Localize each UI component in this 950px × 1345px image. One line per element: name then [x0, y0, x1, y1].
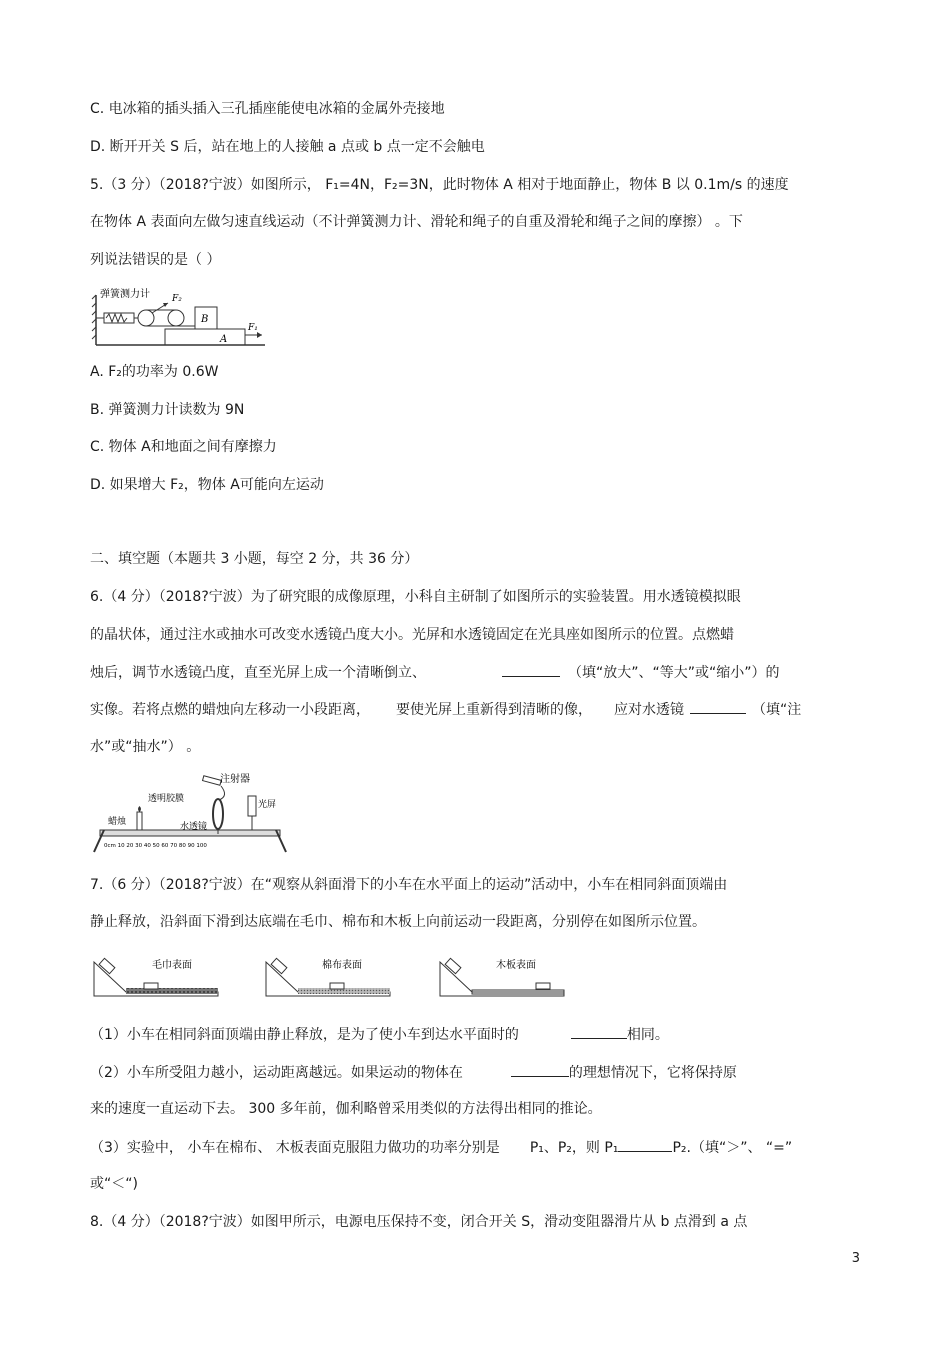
q6-line4-text-b: 要使光屏上重新得到清晰的像，	[396, 702, 592, 718]
q7-part2-continued: 来的速度一直运动下去。 300 多年前，伽利略曾采用类似的方法得出相同的推论。	[90, 1101, 602, 1117]
q6-line3	[90, 662, 780, 683]
q6-line3-text-a: 烛后，调节水透镜凸度，直至光屏上成一个清晰倒立、	[90, 665, 426, 681]
q6-line3-text-b: （填“放大”、“等大”或“缩小”）的	[568, 665, 780, 681]
q6-line1: 6.（4 分）（2018?宁波）为了研究眼的成像原理，小科自主研制了如图所示的实验装置。用水透镜模拟眼	[90, 589, 741, 605]
q5-label-f2: F₂	[172, 294, 182, 304]
q4-option-c: C. 电冰箱的插头插入三孔插座能使电冰箱的金属外壳接地	[90, 101, 445, 117]
q7-part1-text-b: 相同。	[626, 1027, 669, 1043]
q5-label-f1: F₁	[248, 323, 258, 333]
q7-part2	[90, 1062, 737, 1083]
q6-line4	[90, 699, 801, 720]
q4-option-d: D. 断开开关 S 后，站在地上的人接触 a 点或 b 点一定不会触电	[90, 139, 485, 155]
q6-answer-blank-2[interactable]	[690, 699, 746, 714]
q6-label-film: 透明胶膜	[148, 794, 185, 804]
q6-label-screen: 光屏	[258, 800, 277, 810]
q5-option-a: A. F₂的功率为 0.6W	[90, 364, 219, 380]
q8-line1: 8.（4 分）（2018?宁波）如图甲所示，电源电压保持不变，闭合开关 S，滑动变阻器滑片从 b 点滑到 a 点	[90, 1214, 748, 1230]
q7-part3-text-c: P₂.（填“＞”、 “=”	[672, 1140, 793, 1156]
q5-option-b: B. 弹簧测力计读数为 9N	[90, 402, 245, 418]
q7-label-wood: 木板表面	[496, 960, 536, 971]
q7-part1-text-a: （1）小车在相同斜面顶端由静止释放，是为了使小车到达水平面时的	[90, 1027, 519, 1043]
q5-label-b: B	[201, 314, 209, 325]
q6-line4-text-c: 应对水透镜	[614, 702, 684, 718]
q6-label-syringe: 注射器	[220, 774, 250, 785]
q6-line4-text-a: 实像。若将点燃的蜡烛向左移动一小段距离，	[90, 702, 370, 718]
q5-label-a: A	[220, 334, 228, 345]
q7-line2: 静止释放，沿斜面下滑到达底端在毛巾、棉布和木板上向前运动一段距离，分别停在如图所示位置。	[90, 914, 706, 930]
q6-label-ruler: 0cm 10 20 30 40 50 60 70 80 90 100	[104, 843, 207, 849]
q6-line4-text-d: （填“注	[752, 702, 802, 718]
q6-figure	[90, 772, 290, 860]
q6-label-lens: 水透镜	[180, 822, 208, 832]
q6-line2: 的晶状体，通过注水或抽水可改变水透镜凸度大小。光屏和水透镜固定在光具座如图所示的位置。点燃蜡	[90, 627, 734, 643]
q7-answer-blank-1[interactable]	[571, 1024, 627, 1039]
q7-part3-text-b: P₁、P₂，则 P₁	[529, 1140, 619, 1156]
q5-option-c: C. 物体 A和地面之间有摩擦力	[90, 439, 277, 455]
q7-part3-continued: 或“＜“)	[90, 1176, 138, 1192]
q6-answer-blank-1[interactable]	[502, 662, 560, 677]
q5-stem-line2: 在物体 A 表面向左做匀速直线运动（不计弹簧测力计、滑轮和绳子的自重及滑轮和绳子之间的摩擦） 。下	[90, 214, 743, 230]
page-number: 3	[851, 1251, 860, 1266]
q7-line1: 7.（6 分）（2018?宁波）在“观察从斜面滑下的小车在水平面上的运动”活动中，小车在相同斜面顶端由	[90, 877, 728, 893]
q5-figure	[90, 285, 265, 353]
q5-label-scale: 弹簧测力计	[100, 289, 150, 300]
q7-part2-text-b: 的理想情况下，它将保持原	[568, 1065, 737, 1081]
q7-label-cloth: 棉布表面	[322, 960, 362, 971]
q6-label-candle: 蜡烛	[108, 817, 127, 827]
q7-part2-text-a: （2）小车所受阻力越小，运动距离越远。如果运动的物体在	[90, 1065, 463, 1081]
section-heading: 二、填空题（本题共 3 小题，每空 2 分，共 36 分）	[90, 551, 419, 567]
q6-line5: 水”或“抽水”） 。	[90, 739, 201, 755]
q7-label-towel: 毛巾表面	[152, 960, 192, 971]
q5-option-d: D. 如果增大 F₂，物体 A可能向左运动	[90, 477, 324, 493]
q5-stem-line1: 5.（3 分）（2018?宁波）如图所示， F₁=4N，F₂=3N，此时物体 A 相对于地面静止，物体 B 以 0.1m/s 的速度	[90, 177, 789, 193]
q7-figure	[90, 950, 570, 1000]
q5-stem-line3: 列说法错误的是（ ）	[90, 252, 221, 268]
q7-part3	[90, 1137, 792, 1158]
q7-answer-blank-2[interactable]	[511, 1062, 569, 1077]
q7-part1	[90, 1024, 669, 1045]
q7-part3-text-a: （3）实验中， 小车在棉布、 木板表面克服阻力做功的功率分别是	[90, 1140, 500, 1156]
q7-answer-blank-3[interactable]	[618, 1137, 672, 1152]
